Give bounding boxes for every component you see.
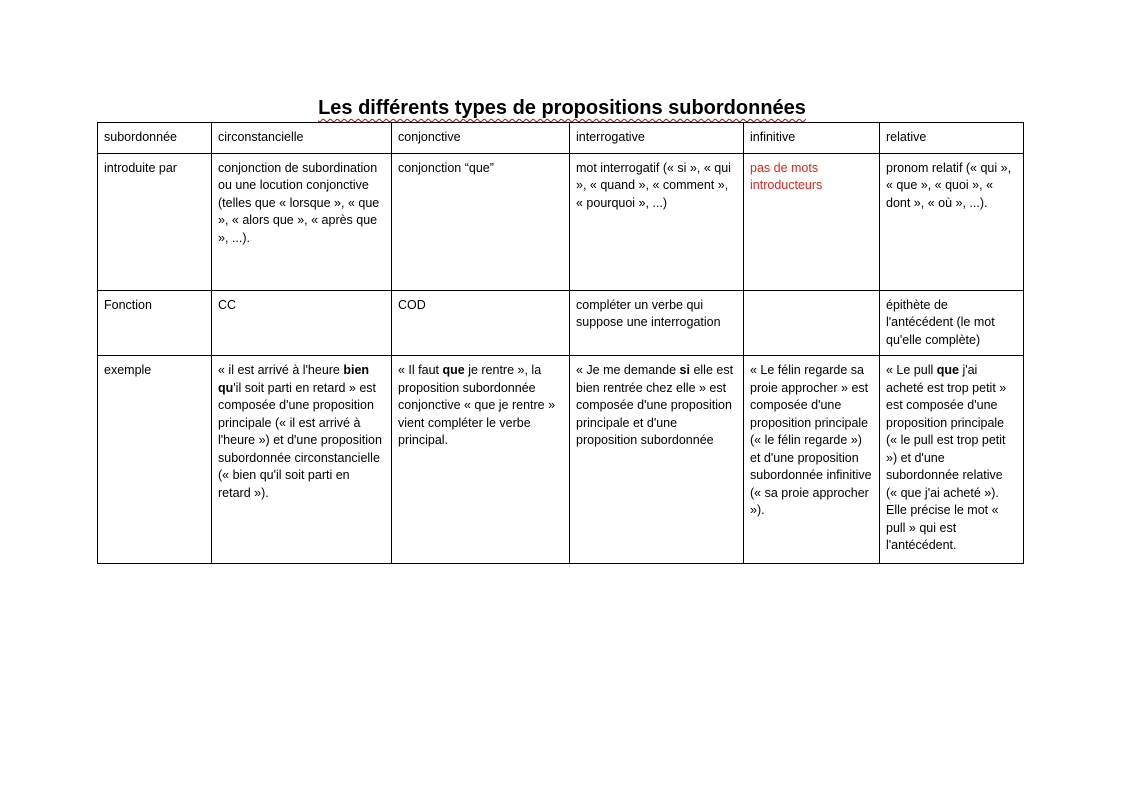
page-title: Les différents types de propositions subordonnées [318,97,806,119]
introduite-infinitive-red-text: pas de mots introducteurs [750,160,823,192]
table-row-introduite [98,153,1024,290]
cell-fonction-circonstancielle: CC [212,290,392,356]
bold-keyword: si [679,363,690,377]
header-cell-conjonctive: conjonctive [392,123,570,154]
cell-exemple-interrogative: « Je me demande si elle est bien rentrée chez elle » est composée d'une proposition principale et d'une proposition subordonnée [570,356,744,564]
table-row-fonction [98,290,1024,356]
header-cell-subordonnee: subordonnée [98,123,212,154]
table-header-row [98,123,1024,154]
bold-keyword: que [936,363,959,377]
cell-introduite-relative: pronom relatif (« qui », « que », « quoi », « dont », « où », ...). [880,153,1024,290]
cell-exemple-relative: « Le pull que j'ai acheté est trop petit » est composée d'une proposition principale (« le pull est trop petit ») et d'une subordonnée relative (« que j'ai acheté »). Elle précise le mot « pull » qui est l'antécédent. [880,356,1024,564]
subordinate-clauses-table [97,122,1024,564]
cell-introduite-circonstancielle: conjonction de subordination ou une locution conjonctive (telles que « lorsque », « que », « alors que », « après que », ...). [212,153,392,290]
row-label-introduite: introduite par [98,153,212,290]
header-cell-relative: relative [880,123,1024,154]
table-row-exemple [98,356,1024,564]
bold-keyword: que [442,363,465,377]
cell-fonction-infinitive [744,290,880,356]
cell-introduite-infinitive [744,153,880,290]
cell-exemple-infinitive: « Le félin regarde sa proie approcher » est composée d'une proposition principale (« le félin regarde ») et d'une proposition subordonnée infinitive (« sa proie approcher »). [744,356,880,564]
cell-fonction-relative: épithète de l'antécédent (le mot qu'elle complète) [880,290,1024,356]
bold-keyword: bien qu [218,363,370,395]
header-cell-interrogative: interrogative [570,123,744,154]
header-cell-circonstancielle: circonstancielle [212,123,392,154]
cell-introduite-conjonctive: conjonction “que” [392,153,570,290]
cell-fonction-conjonctive: COD [392,290,570,356]
header-cell-infinitive: infinitive [744,123,880,154]
cell-introduite-interrogative: mot interrogatif (« si », « qui », « quand », « comment », « pourquoi », ...) [570,153,744,290]
cell-exemple-conjonctive: « Il faut que je rentre », la proposition subordonnée conjonctive « que je rentre » vient compléter le verbe principal. [392,356,570,564]
row-label-exemple: exemple [98,356,212,564]
row-label-fonction: Fonction [98,290,212,356]
cell-exemple-circonstancielle: « il est arrivé à l'heure bien qu'il soit parti en retard » est composée d'une proposition principale (« il est arrivé à l'heure ») et d'une proposition subordonnée circonstancielle (« bien qu'il soit parti en retard »). [212,356,392,564]
cell-fonction-interrogative: compléter un verbe qui suppose une interrogation [570,290,744,356]
